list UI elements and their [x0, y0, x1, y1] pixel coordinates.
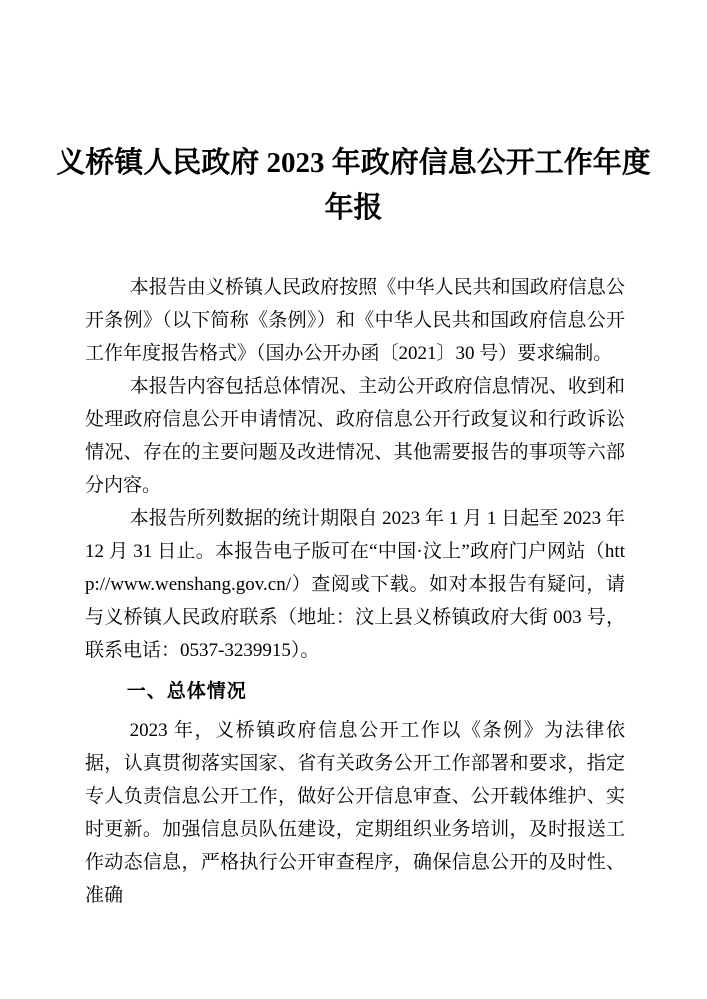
document-title-line-2: 年报 — [324, 192, 383, 224]
paragraph-report-contents: 本报告内容包括总体情况、主动公开政府信息情况、收到和处理政府信息公开申请情况、政府信息公开行政复议和行政诉讼情况、存在的主要问题及改进情况、其他需要报告的事项等六部分内容。 — [85, 376, 625, 496]
paragraph-report-basis: 本报告由义桥镇人民政府按照《中华人民共和国政府信息公开条例》（以下简称《条例》）和《中华人民共和国政府信息公开工作年度报告格式》（国办公开办函〔2021〕30 号）要求编制。 — [85, 277, 625, 364]
section-heading-overall-situation: 一、总体情况 — [126, 681, 247, 702]
paragraph-overall-situation: 2023 年，义桥镇政府信息公开工作以《条例》为法律依据，认真贯彻落实国家、省有关政务公开工作部署和要求，指定专人负责信息公开工作，做好公开信息审查、公开载体维护、实时更新。加强信息员队伍建设，定期组织业务培训，及时报送工作动态信息，严格执行公开审查程序，确保信息公开的及时性、准确 — [85, 720, 625, 906]
document-body — [0, 271, 707, 912]
document-title — [0, 0, 707, 231]
paragraph-statistics-period-contact: 本报告所列数据的统计期限自 2023 年 1 月 1 日起至 2023 年 12 月 31 日止。本报告电子版可在“中国·汶上”政府门户网站（http://www.wenshang.gov.cn/）查阅或下载。如对本报告有疑问，请与义桥镇人民政府联系（地址：汶上县义桥镇政府大街 003 号，联系电话：0537-3239915）。 — [85, 508, 625, 661]
document-title-line-1: 义桥镇人民政府 2023 年政府信息公开工作年度 — [56, 147, 651, 179]
